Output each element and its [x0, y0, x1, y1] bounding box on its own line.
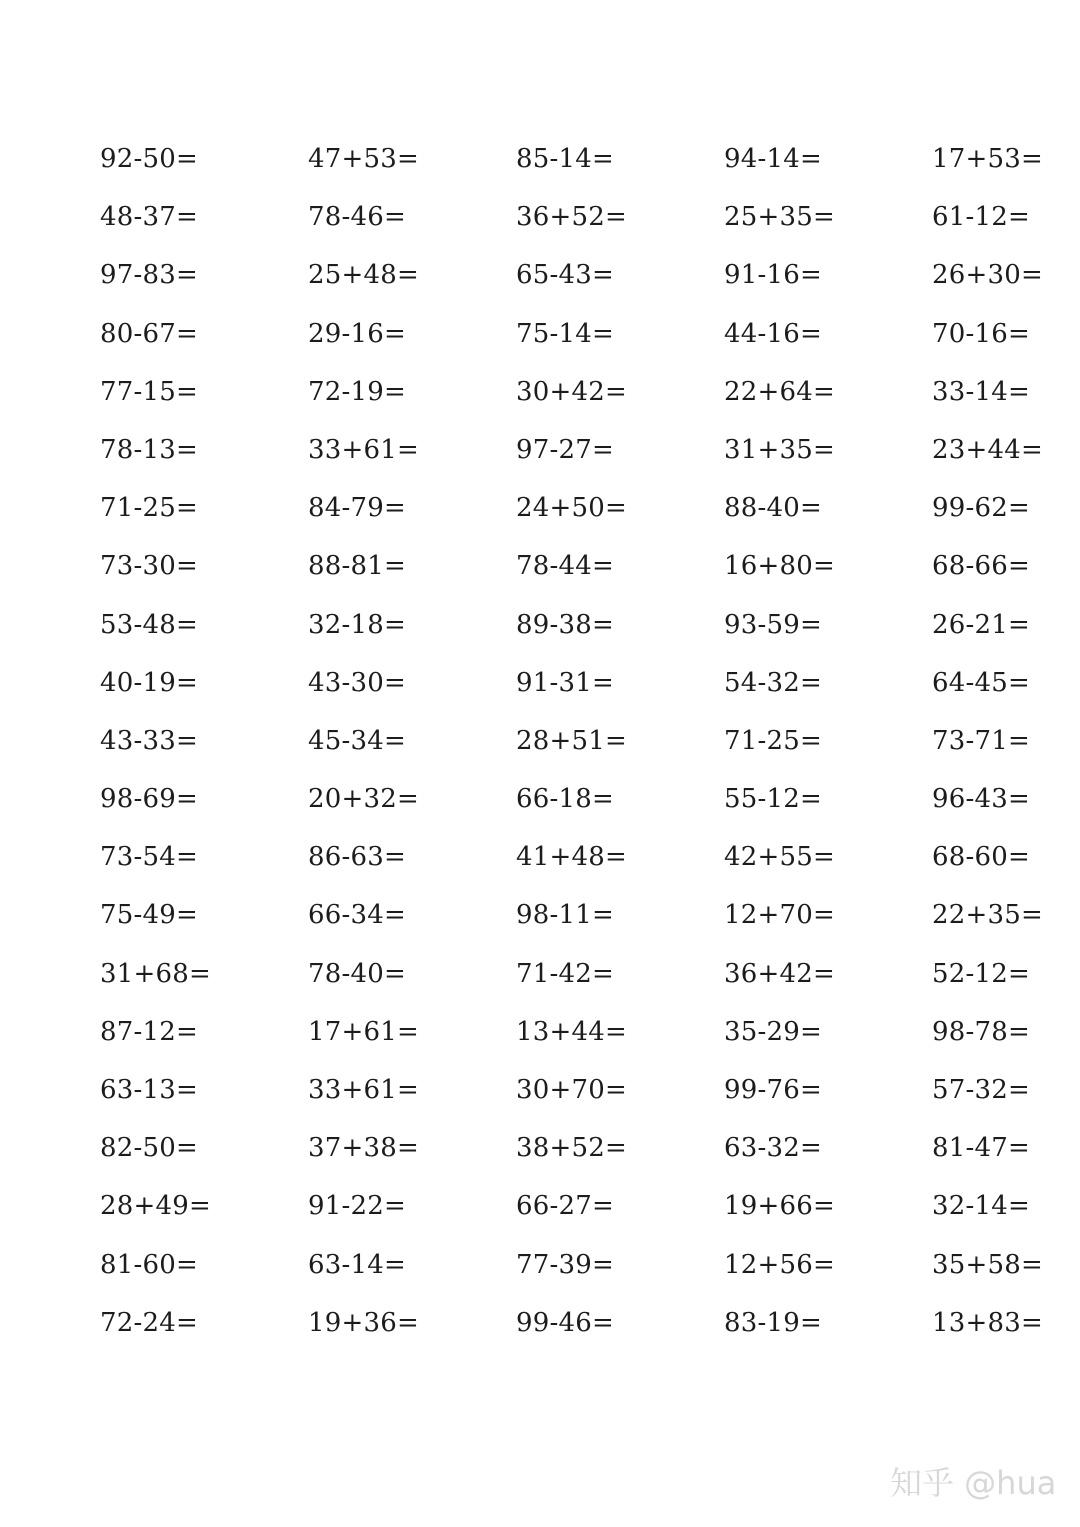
math-problem: 98-11=	[516, 900, 614, 931]
math-problem: 70-16=	[932, 318, 1030, 349]
math-problem: 73-71=	[932, 725, 1030, 756]
math-problem: 65-43=	[516, 260, 614, 291]
math-problem: 92-50=	[100, 144, 198, 174]
watermark: 知乎 @hua	[890, 1464, 1057, 1502]
math-problem: 20+32=	[308, 784, 419, 815]
math-problem: 47+53=	[308, 144, 419, 174]
math-problem: 68-60=	[932, 842, 1030, 873]
math-problem: 71-25=	[100, 493, 198, 524]
math-problem: 29-16=	[308, 318, 406, 349]
math-problem: 88-81=	[308, 551, 406, 582]
math-problem: 77-15=	[100, 376, 198, 407]
math-problem: 73-54=	[100, 842, 198, 873]
math-problem: 91-22=	[308, 1191, 406, 1222]
math-problem: 72-24=	[100, 1307, 198, 1338]
math-problem: 98-69=	[100, 784, 198, 815]
math-problem: 38+52=	[516, 1133, 627, 1164]
math-problem: 13+83=	[932, 1307, 1043, 1338]
math-problem: 68-66=	[932, 551, 1030, 582]
math-problem: 13+44=	[516, 1016, 627, 1047]
math-problem: 44-16=	[724, 318, 822, 349]
math-problem: 99-76=	[724, 1075, 822, 1105]
math-problem: 66-34=	[308, 900, 406, 931]
math-problem: 78-46=	[308, 202, 406, 233]
math-problem: 55-12=	[724, 784, 822, 815]
math-problem: 80-67=	[100, 318, 198, 349]
math-problem: 16+80=	[724, 551, 835, 582]
math-problem: 30+42=	[516, 376, 627, 407]
math-problem: 28+49=	[100, 1191, 211, 1222]
math-problem: 52-12=	[932, 958, 1030, 989]
math-problem: 73-30=	[100, 551, 198, 582]
math-problem: 91-31=	[516, 667, 614, 698]
math-problem: 54-32=	[724, 667, 822, 698]
math-problem: 28+51=	[516, 725, 627, 756]
math-problem: 83-19=	[724, 1307, 822, 1338]
math-problem: 72-19=	[308, 376, 406, 407]
math-problem: 31+68=	[100, 958, 211, 989]
math-problem: 33+61=	[308, 1075, 419, 1105]
math-problem: 19+66=	[724, 1191, 835, 1222]
math-problem: 22+64=	[724, 376, 835, 407]
math-problem: 37+38=	[308, 1133, 419, 1164]
math-problem: 12+70=	[724, 900, 835, 931]
math-problem: 43-30=	[308, 667, 406, 698]
math-problem: 41+48=	[516, 842, 627, 873]
math-problem: 17+61=	[308, 1016, 419, 1047]
math-problem: 88-40=	[724, 493, 822, 524]
math-problem: 89-38=	[516, 609, 614, 640]
math-problem: 30+70=	[516, 1075, 627, 1105]
math-problem: 63-32=	[724, 1133, 822, 1164]
math-problem: 24+50=	[516, 493, 627, 524]
math-problem: 12+56=	[724, 1249, 835, 1280]
math-problem: 43-33=	[100, 725, 198, 756]
math-problem: 33+61=	[308, 434, 419, 465]
math-problem: 31+35=	[724, 434, 835, 465]
math-problem: 78-13=	[100, 434, 198, 465]
math-problem: 97-27=	[516, 434, 614, 465]
math-problem: 78-44=	[516, 551, 614, 582]
math-problem: 87-12=	[100, 1016, 198, 1047]
math-problem: 78-40=	[308, 958, 406, 989]
math-problem: 75-14=	[516, 318, 614, 349]
math-problem: 82-50=	[100, 1133, 198, 1164]
math-problem: 33-14=	[932, 376, 1030, 407]
math-problem: 35+58=	[932, 1249, 1043, 1280]
math-problem: 71-25=	[724, 725, 822, 756]
math-problem: 61-12=	[932, 202, 1030, 233]
math-problem: 63-14=	[308, 1249, 406, 1280]
math-problem: 25+48=	[308, 260, 419, 291]
math-problem: 48-37=	[100, 202, 198, 233]
math-problem: 93-59=	[724, 609, 822, 640]
math-problem: 26+30=	[932, 260, 1043, 291]
math-problem: 84-79=	[308, 493, 406, 524]
math-problem: 91-16=	[724, 260, 822, 291]
math-problem: 64-45=	[932, 667, 1030, 698]
math-problem: 45-34=	[308, 725, 406, 756]
math-problem: 40-19=	[100, 667, 198, 698]
math-problem: 81-60=	[100, 1249, 198, 1280]
math-problem: 77-39=	[516, 1249, 614, 1280]
math-problem: 23+44=	[932, 434, 1043, 465]
problem-grid	[100, 130, 1060, 1352]
math-problem: 25+35=	[724, 202, 835, 233]
math-problem: 66-18=	[516, 784, 614, 815]
math-problem: 22+35=	[932, 900, 1043, 931]
math-problem: 98-78=	[932, 1016, 1030, 1047]
math-problem: 85-14=	[516, 144, 614, 174]
math-problem: 26-21=	[932, 609, 1030, 640]
math-problem: 19+36=	[308, 1307, 419, 1338]
math-problem: 57-32=	[932, 1075, 1030, 1105]
math-problem: 32-18=	[308, 609, 406, 640]
math-problem: 42+55=	[724, 842, 835, 873]
math-problem: 35-29=	[724, 1016, 822, 1047]
math-problem: 71-42=	[516, 958, 614, 989]
math-problem: 66-27=	[516, 1191, 614, 1222]
math-problem: 96-43=	[932, 784, 1030, 815]
math-problem: 53-48=	[100, 609, 198, 640]
math-problem: 99-46=	[516, 1307, 614, 1338]
math-problem: 81-47=	[932, 1133, 1030, 1164]
math-problem: 36+52=	[516, 202, 627, 233]
math-problem: 36+42=	[724, 958, 835, 989]
math-problem: 75-49=	[100, 900, 198, 931]
math-problem: 17+53=	[932, 144, 1043, 174]
math-problem: 86-63=	[308, 842, 406, 873]
math-problem: 97-83=	[100, 260, 198, 291]
math-problem: 94-14=	[724, 144, 822, 174]
math-problem: 99-62=	[932, 493, 1030, 524]
math-problem: 63-13=	[100, 1075, 198, 1105]
math-problem: 32-14=	[932, 1191, 1030, 1222]
